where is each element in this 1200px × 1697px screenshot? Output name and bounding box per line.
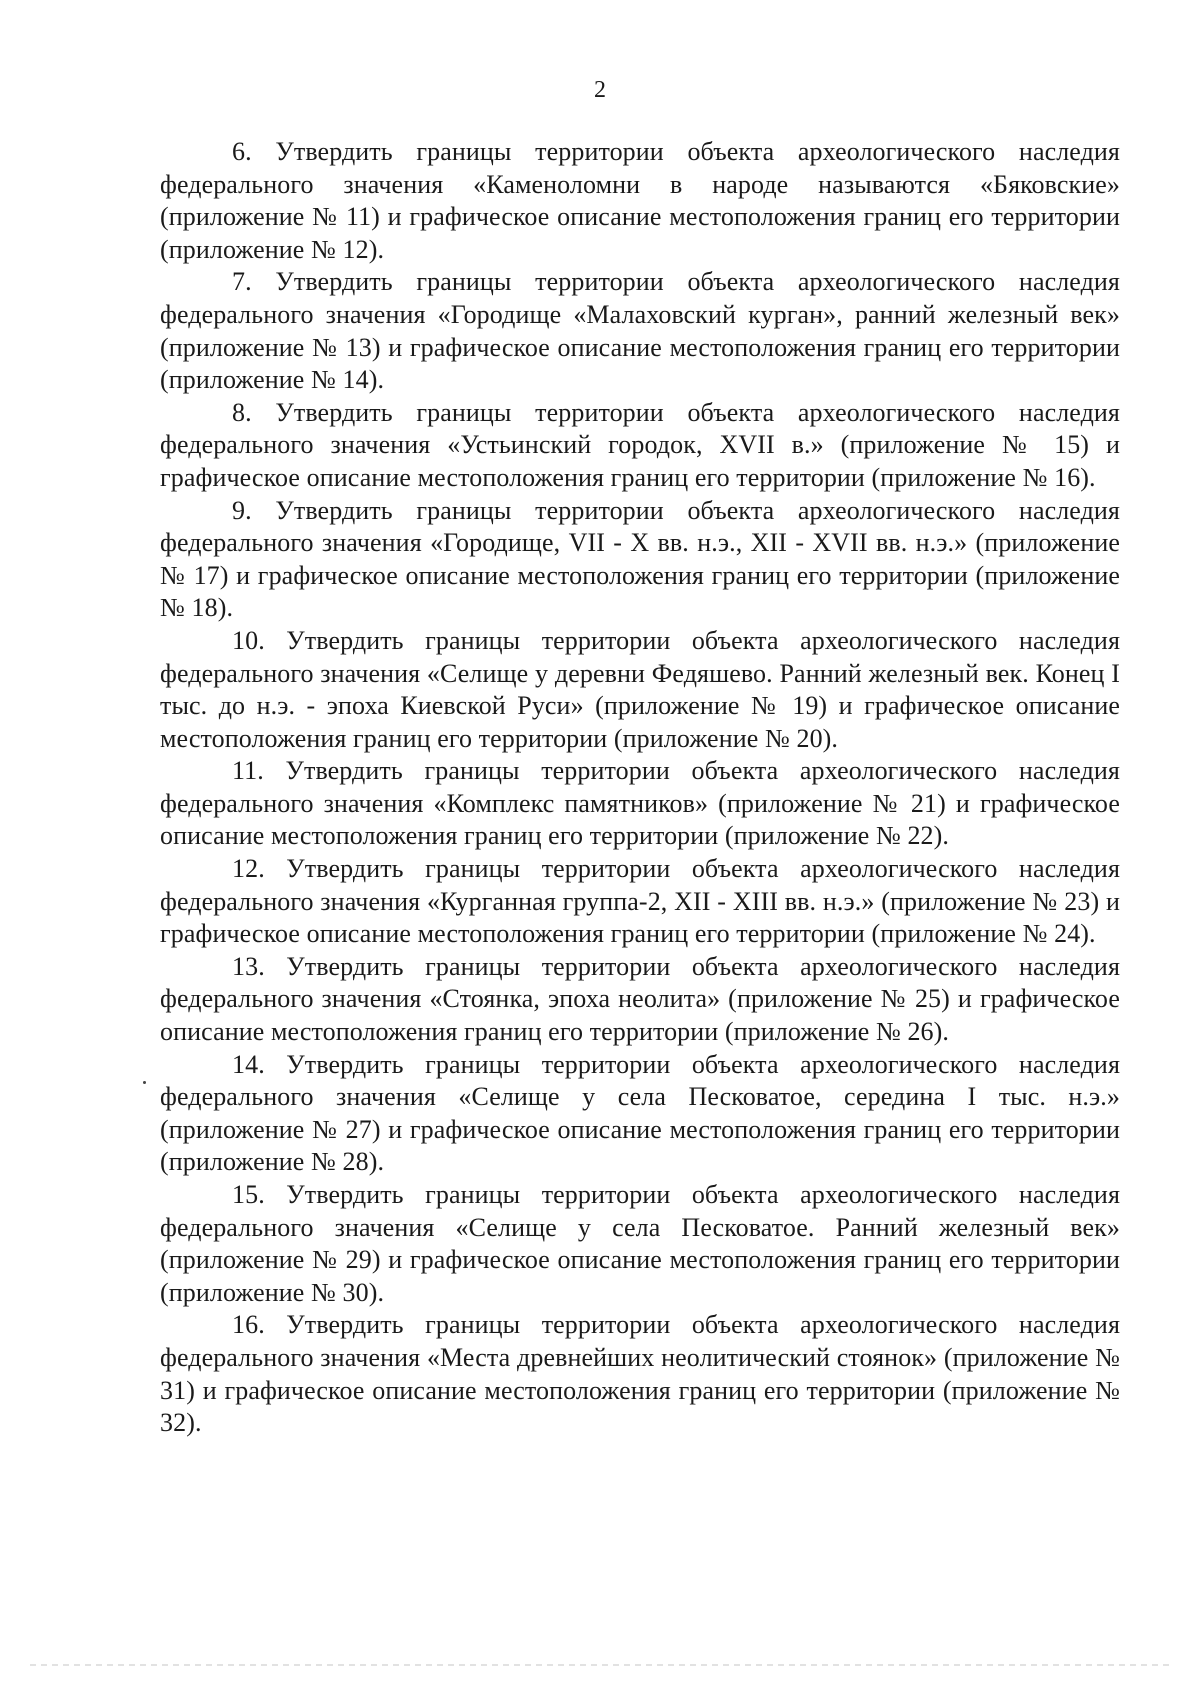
document-body [160,136,1120,1440]
paragraph-item-8: 8. Утвердить границы территории объекта археологического наследия федерального значения «Устьинский городок, XVII в.» (приложение № 15) и графическое описание местоположения границ его территории (приложение № 16). [160,397,1120,492]
scan-speck [143,1081,146,1084]
paragraph-item-9: 9. Утвердить границы территории объекта археологического наследия федерального значения «Городище, VII - X вв. н.э., XII - XVII вв. н.э.» (приложение № 17) и графическое описание местоположения границ его территории (приложение № 18). [160,495,1120,623]
paragraph-item-12: 12. Утвердить границы территории объекта археологического наследия федерального значения «Курганная группа-2, XII - XIII вв. н.э.» (приложение № 23) и графическое описание местоположения границ его территории (приложение № 24). [160,854,1120,949]
paragraph-item-16: 16. Утвердить границы территории объекта археологического наследия федерального значения «Места древнейших неолитический стоянок» (приложение № 31) и графическое описание местоположения границ его территории (приложение № 32). [160,1310,1120,1438]
paragraph-item-10: 10. Утвердить границы территории объекта археологического наследия федерального значения «Селище у деревни Федяшево. Ранний железный век. Конец I тыс. до н.э. - эпоха Киевской Руси» (приложение № 19) и графическое описание местоположения границ его территории (приложение № 20). [160,625,1120,753]
page-number: 2 [594,77,606,103]
paragraph-item-13: 13. Утвердить границы территории объекта археологического наследия федерального значения «Стоянка, эпоха неолита» (приложение № 25) и графическое описание местоположения границ его территории (приложение № 26). [160,951,1120,1047]
paragraph-item-6: 6. Утвердить границы территории объекта археологического наследия федерального значения «Каменоломни в народе называются «Бяковские» (приложение № 11) и графическое описание местоположения границ его территории (приложение № 12). [160,137,1120,264]
paragraph-item-7: 7. Утвердить границы территории объекта археологического наследия федерального значения «Городище «Малаховский курган», ранний железный век» (приложение № 13) и графическое описание местоположения границ его территории (приложение № 14). [160,267,1120,395]
paragraph-item-15: 15. Утвердить границы территории объекта археологического наследия федерального значения «Селище у села Песковатое. Ранний железный век» (приложение № 29) и графическое описание местоположения границ его территории (приложение № 30). [160,1180,1120,1307]
scan-bottom-artifact [30,1664,1170,1666]
paragraph-item-14: 14. Утвердить границы территории объекта археологического наследия федерального значения «Селище у села Песковатое, середина I тыс. н.э.» (приложение № 27) и графическое описание местоположения границ его территории (приложение № 28). [160,1049,1120,1177]
paragraph-item-11: 11. Утвердить границы территории объекта археологического наследия федерального значения «Комплекс памятников» (приложение № 21) и графическое описание местоположения границ его территории (приложение № 22). [160,756,1120,851]
